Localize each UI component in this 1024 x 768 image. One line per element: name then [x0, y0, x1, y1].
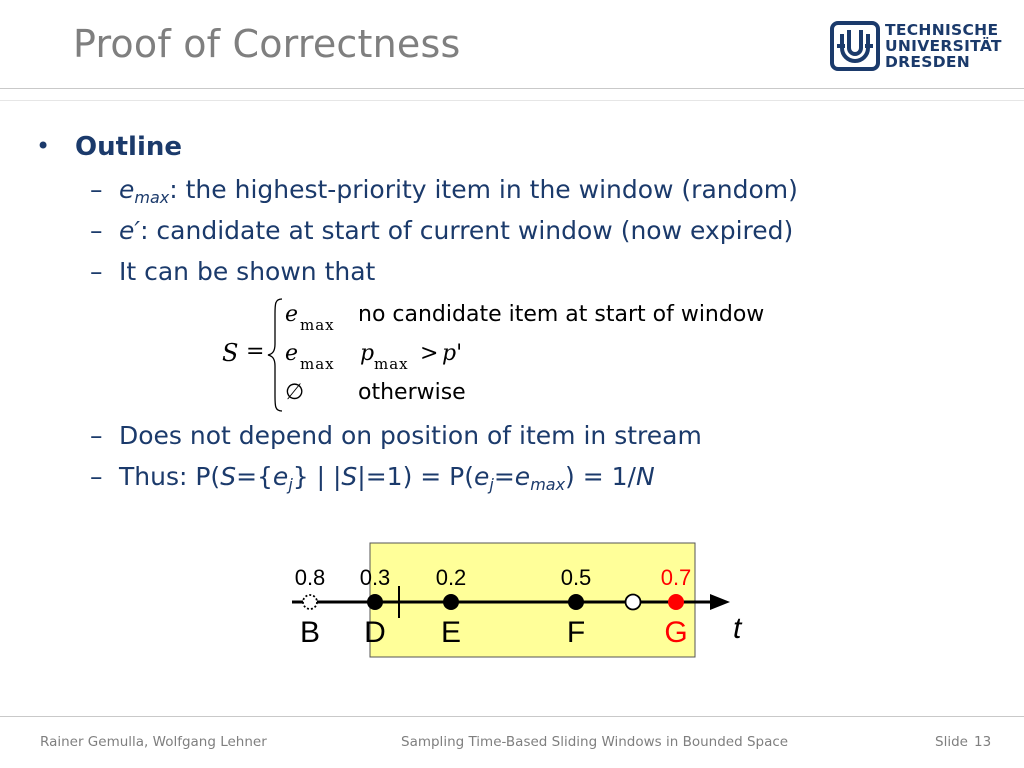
value-label-b: 0.8: [294, 565, 326, 590]
point-e: [443, 594, 459, 610]
footer-slide-number: 13: [974, 734, 992, 750]
header-divider: [0, 88, 1024, 89]
value-label-f: 0.5: [560, 565, 592, 590]
tu-dresden-logo: [829, 20, 1002, 76]
case2-cond-operator: >: [420, 341, 439, 366]
case1-condition: no candidate item at start of window: [358, 302, 765, 327]
case2-subscript: max: [300, 355, 335, 373]
value-label-e: 0.2: [435, 565, 467, 590]
footer-talk-title: Sampling Time-Based Sliding Windows in Bounded Space: [401, 734, 789, 750]
formula-equals: =: [246, 339, 265, 364]
subitem-depend: – Does not depend on position of item in stream: [90, 421, 702, 450]
formula-lhs: S: [222, 339, 239, 367]
time-axis-arrowhead: [710, 594, 730, 610]
time-axis-label: t: [733, 612, 742, 645]
bullet-dot: •: [36, 132, 51, 160]
point-label-d: D: [364, 616, 386, 649]
point-f: [568, 594, 584, 610]
bullet-heading: Outline: [75, 132, 183, 162]
case1-value: e: [285, 302, 299, 327]
point-empty: [626, 595, 641, 610]
subitem-shown: – It can be shown that: [90, 257, 376, 286]
timeline-chart: [280, 540, 760, 670]
window-highlight: [370, 543, 695, 657]
case3-value: ∅: [285, 380, 305, 405]
point-g: [668, 594, 684, 610]
tu-dresden-emblem-icon: [829, 20, 881, 72]
value-label-g: 0.7: [660, 565, 692, 590]
case3-condition: otherwise: [358, 380, 466, 405]
subitem-eprime: – e′: candidate at start of current window (now expired): [90, 216, 794, 245]
subitem-emax: – $e_{max}$: the highest-priority item in the window (random): [90, 175, 798, 207]
point-d: [367, 594, 383, 610]
footer-slide-label: Slide: [935, 734, 968, 750]
left-brace-icon: [266, 296, 286, 414]
point-label-g: G: [664, 616, 688, 649]
point-label-f: F: [566, 616, 586, 649]
logo-wordmark: TECHNISCHE UNIVERSITÄT DRESDEN: [885, 21, 1002, 71]
case1-subscript: max: [300, 316, 335, 334]
point-b: [303, 595, 317, 609]
slide-title: Proof of Correctness: [73, 22, 461, 66]
timeline-svg: [280, 540, 760, 670]
case2-value: e: [285, 341, 299, 366]
footer-divider: [0, 716, 1024, 717]
subitem-thus: – Thus: $P(S=\{e_j\}$ | $|S|=1) = P(e_j=e_{max}) = 1/N$: [90, 462, 655, 494]
header-divider-secondary: [0, 100, 1024, 101]
piecewise-formula: [222, 298, 842, 413]
point-label-e: E: [440, 616, 462, 649]
point-label-b: B: [299, 616, 321, 649]
case2-cond-subscript: max: [374, 355, 409, 373]
case2-cond-p: p: [360, 341, 375, 366]
footer-authors: Rainer Gemulla, Wolfgang Lehner: [40, 734, 267, 750]
value-label-d: 0.3: [359, 565, 391, 590]
case2-cond-rhs: p': [442, 341, 463, 366]
